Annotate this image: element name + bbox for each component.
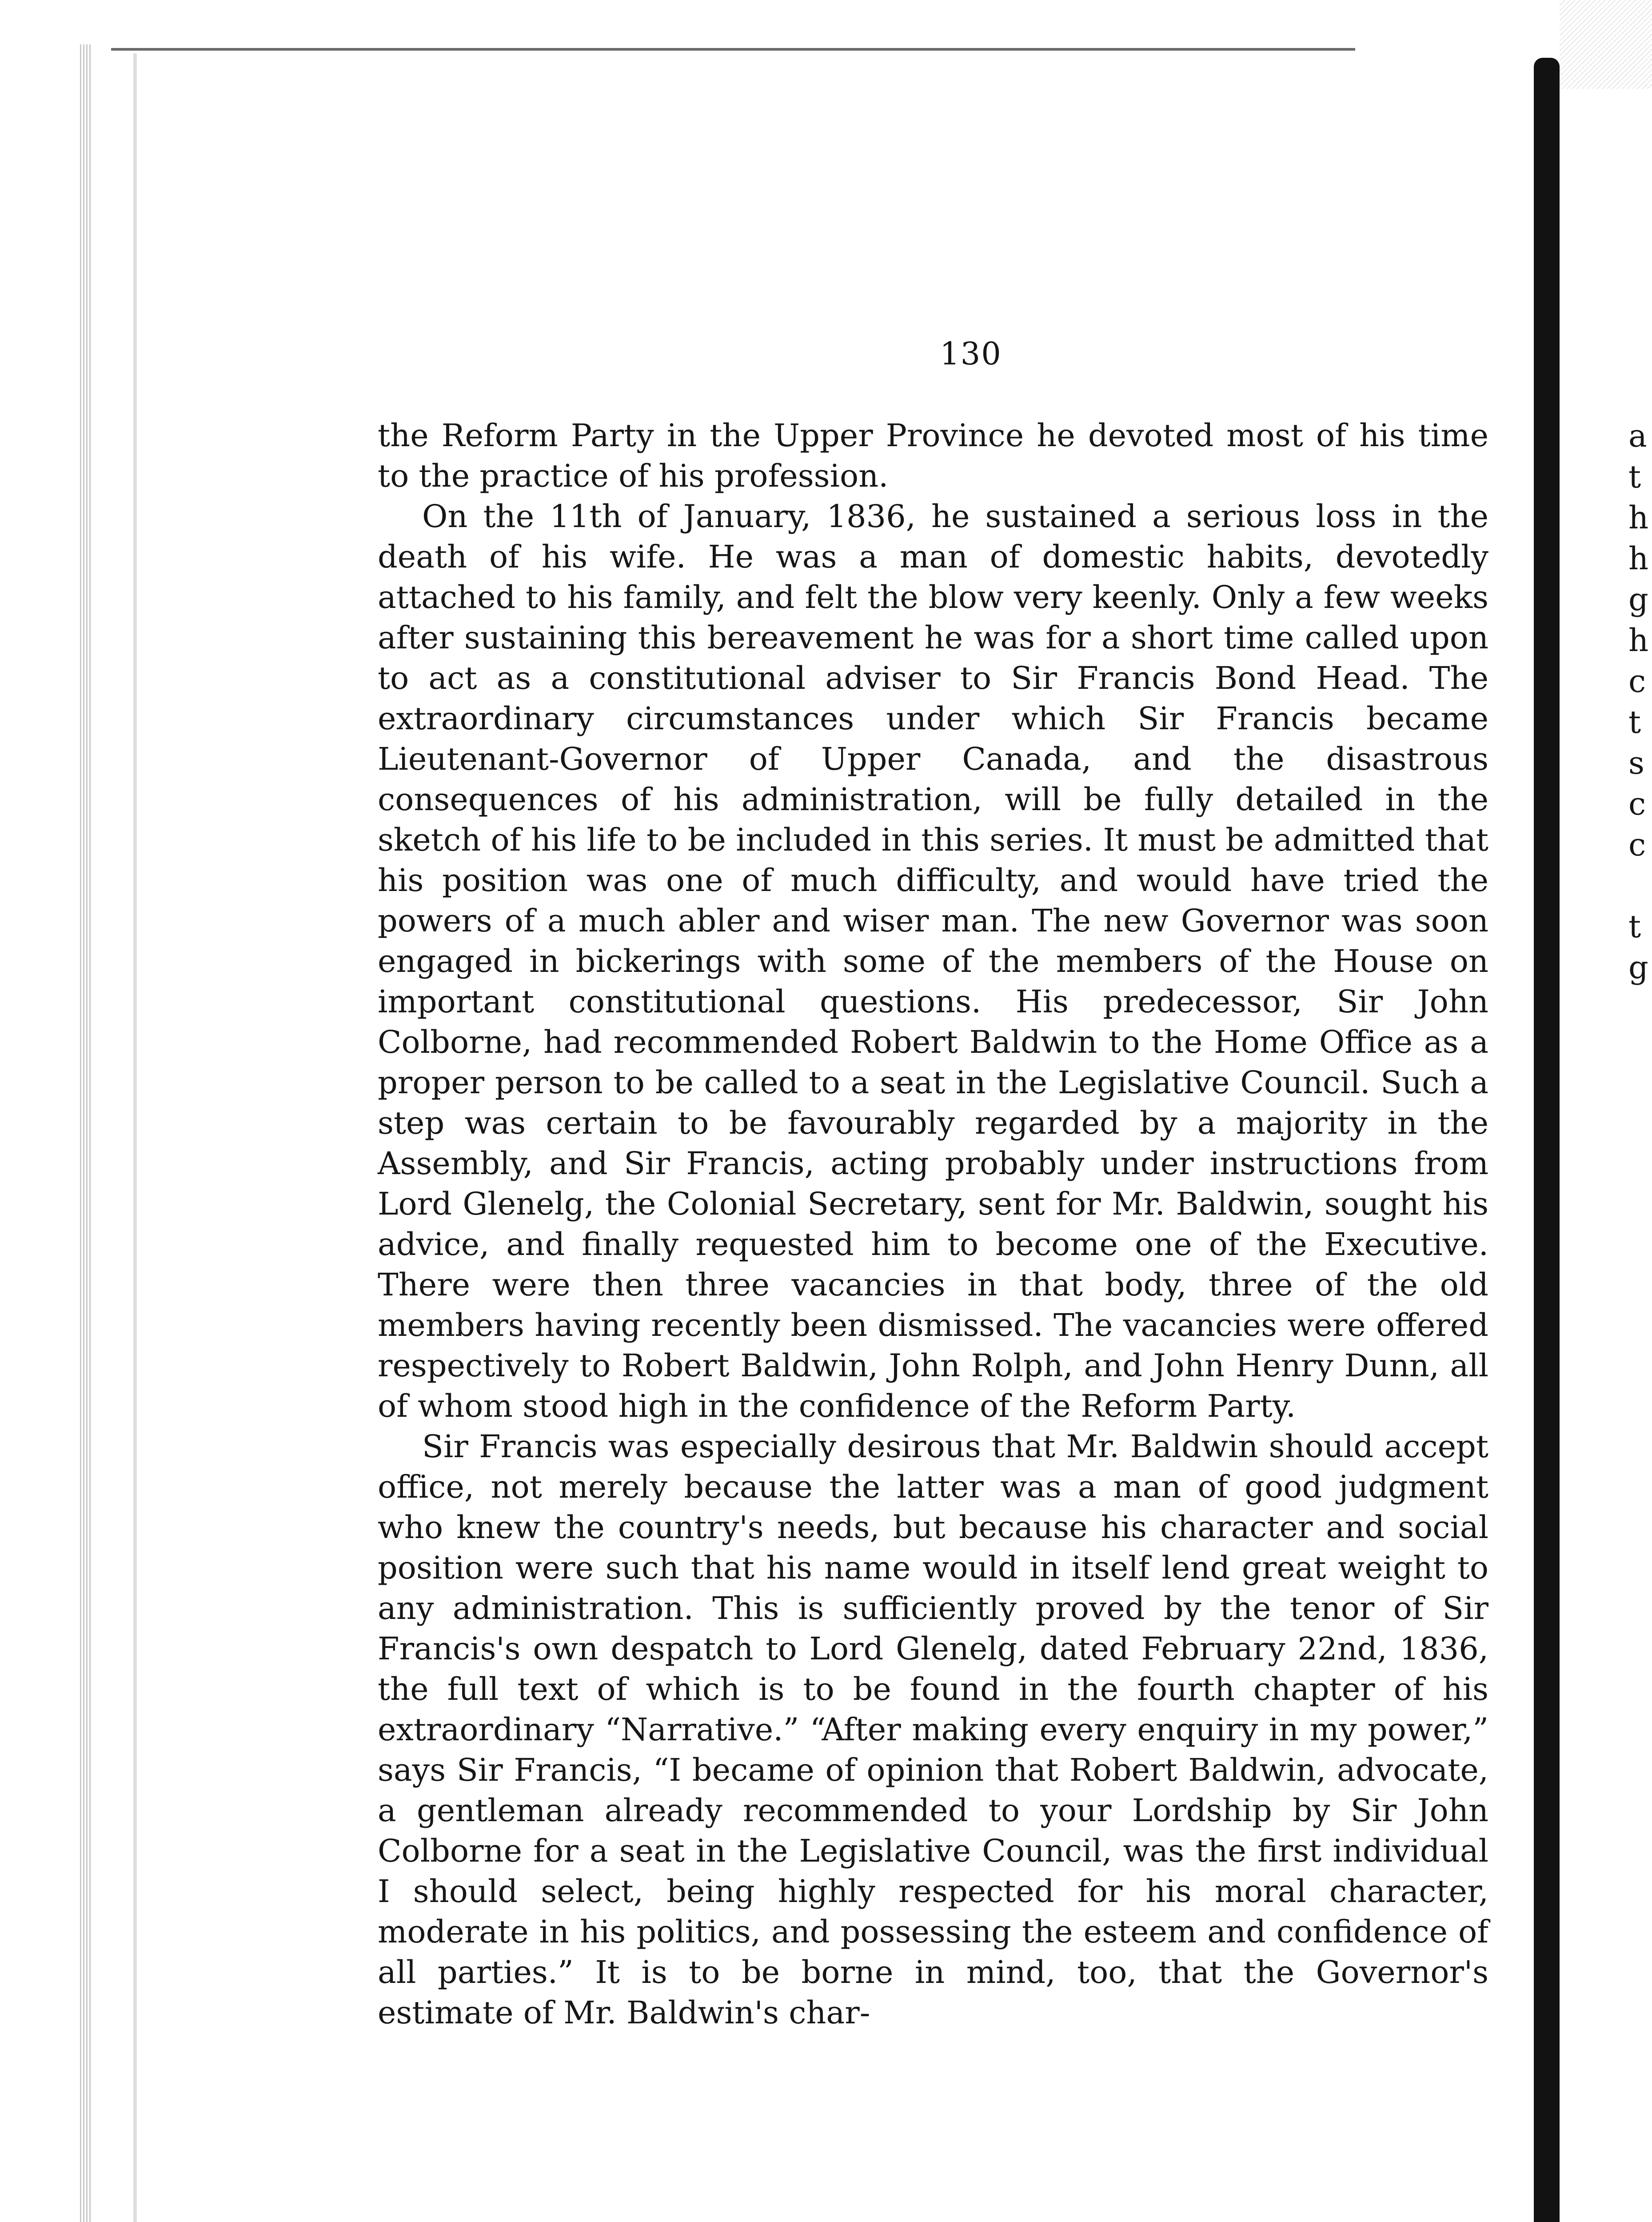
facing-page-letter: h — [1628, 622, 1649, 659]
paragraph: On the 11th of January, 1836, he sustained a serious loss in the death of his wife. He was a man of domestic habits, devotedly attached to his family, and felt the blow very keenly. Only a few weeks after sustaining this bereavement he was for a short time called upon to act as a constitutional adviser to Sir Francis Bond Head. The extraordinary circumstances under which Sir Francis became Lieutenant-Governor of Upper Canada, and the disastrous consequences of his administration, will be fully detailed in the sketch of his life to be included in this series. It must be admitted that his position was one of much difficulty, and would have tried the powers of a much abler and wiser man. The new Governor was soon engaged in bickerings with some of the members of the House on important constitutional questions. His predecessor, Sir John Colborne, had recommended Robert Baldwin to the Home Office as a proper person to be called to a seat in the Legislative Council. Such a step was certain to be favourably regarded by a majority in the Assembly, and Sir Francis, acting probably under instructions from Lord Glenelg, the Colonial Secretary, sent for Mr. Baldwin, sought his advice, and finally requested him to become one of the Executive. There were then three vacancies in that body, three of the old members having recently been dismissed. The vacancies were offered respectively to Robert Baldwin, John Rolph, and John Henry Dunn, all of whom stood high in the confidence of the Reform Party. — [378, 498, 1488, 1424]
facing-page-letter: h — [1628, 500, 1649, 536]
binding-shadow-left-inner — [133, 53, 137, 2222]
facing-page-fragments — [1628, 416, 1652, 988]
binding-gutter-right — [1534, 58, 1560, 2222]
facing-page-letter: s — [1628, 745, 1644, 781]
page-top-edge — [111, 48, 1355, 51]
facing-page-letter: t — [1628, 459, 1641, 495]
facing-page-letter: c — [1628, 786, 1646, 822]
facing-page-letter: g — [1628, 581, 1648, 618]
body-text — [378, 416, 1488, 2033]
facing-page-letter: t — [1628, 704, 1641, 740]
facing-page-letter: a — [1628, 418, 1647, 454]
facing-page-letter: g — [1628, 949, 1648, 986]
page-number: 130 — [940, 336, 1002, 372]
scan-noise-top-right — [1560, 0, 1652, 89]
facing-page-letter: c — [1628, 827, 1646, 863]
facing-page-letter: c — [1628, 663, 1646, 699]
paragraph: the Reform Party in the Upper Province he devoted most of his time to the practice of his profession. — [378, 417, 1488, 494]
paragraph: Sir Francis was especially desirous that Mr. Baldwin should accept office, not merely because the latter was a man of good judgment who knew the country's needs, but because his character and social position were such that his name would in itself lend great weight to any administration. This is sufficiently proved by the tenor of Sir Francis's own despatch to Lord Glenelg, dated February 22nd, 1836, the full text of which is to be found in the fourth chapter of his extraordinary “Narrative.” “After making every enquiry in my power,” says Sir Francis, “I became of opinion that Robert Baldwin, advocate, a gentleman already recommended to your Lordship by Sir John Colborne for a seat in the Legislative Council, was the first individual I should select, being highly respected for his moral character, moderate in his politics, and possessing the esteem and confidence of all parties.” It is to be borne in mind, too, that the Governor's estimate of Mr. Baldwin's char- — [378, 1428, 1488, 2031]
facing-page-letter: t — [1628, 908, 1641, 945]
facing-page-letter: h — [1628, 540, 1649, 577]
